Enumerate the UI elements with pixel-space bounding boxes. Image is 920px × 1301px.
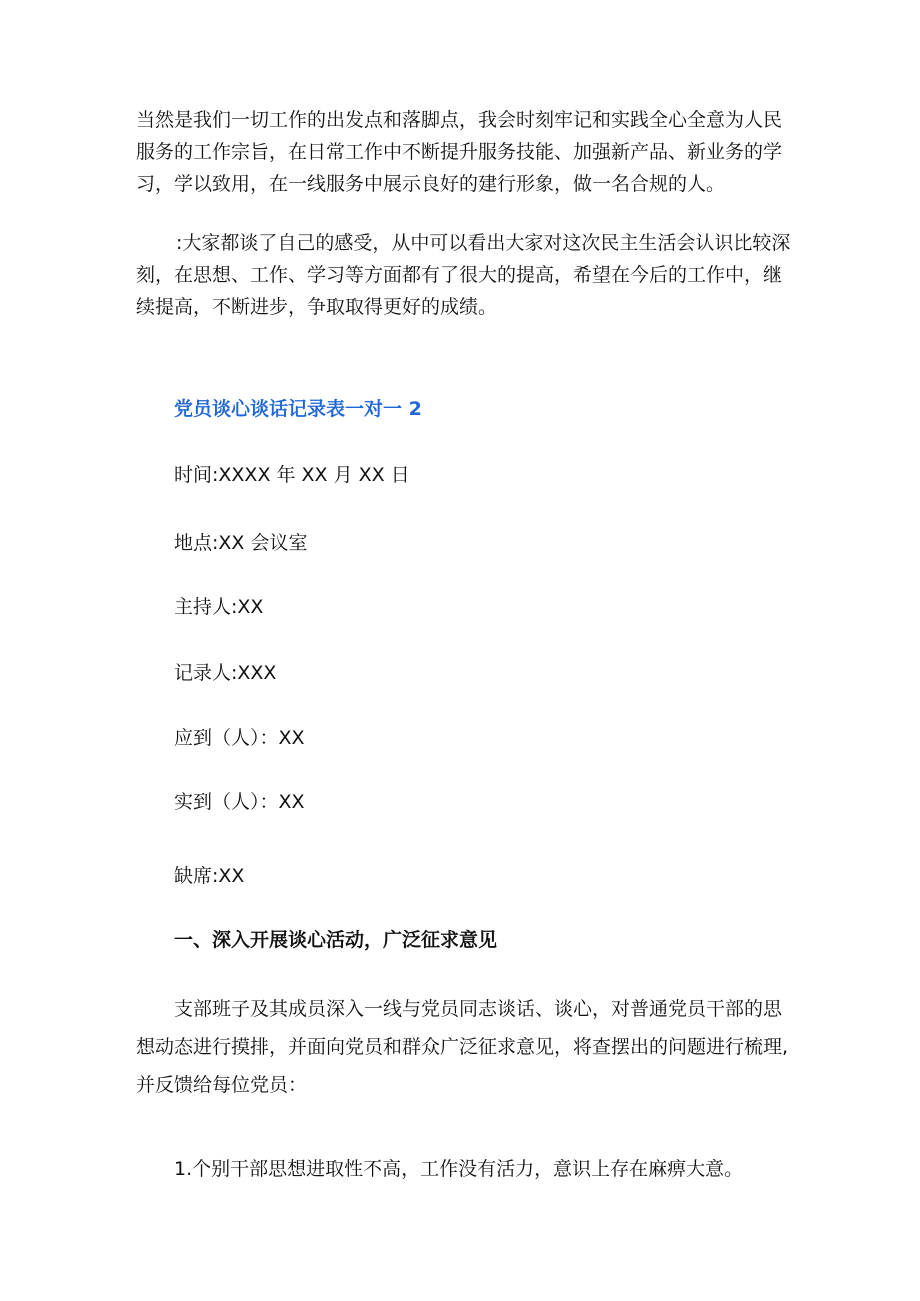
expected-attendance: 应到（人）：XX	[174, 727, 305, 749]
meeting-host: 主持人:XX	[174, 596, 264, 618]
document-heading[interactable]: 党员谈心谈话记录表一对一 2	[174, 398, 422, 420]
section-title: 一、深入开展谈心活动，广泛征求意见	[174, 929, 498, 951]
absent-count: 缺席:XX	[174, 865, 245, 887]
meeting-recorder: 记录人:XXX	[174, 662, 277, 684]
meeting-time: 时间:XXXX 年 XX 月 XX 日	[174, 464, 410, 486]
body-paragraph: :大家都谈了自己的感受，从中可以看出大家对这次民主生活会认识比较深刻，在思想、工作、学习等方面都有了很大的提高，希望在今后的工作中，继续提高，不断进步，争取取得更好的成绩。	[136, 232, 791, 318]
actual-attendance: 实到（人）：XX	[174, 791, 305, 813]
body-paragraph: 当然是我们一切工作的出发点和落脚点，我会时刻牢记和实践全心全意为人民服务的工作宗旨，在日常工作中不断提升服务技能、加强新产品、新业务的学习，学以致用，在一线服务中展示良好的建行形象，做一名合规的人。	[136, 109, 783, 195]
meeting-place: 地点:XX 会议室	[174, 532, 308, 554]
list-item: 1.个别干部思想进取性不高，工作没有活力，意识上存在麻痹大意。	[174, 1158, 744, 1180]
body-paragraph: 支部班子及其成员深入一线与党员同志谈话、谈心，对普通党员干部的思想动态进行摸排，并面向党员和群众广泛征求意见，将查摆出的问题进行梳理,并反馈给每位党员：	[136, 998, 789, 1096]
